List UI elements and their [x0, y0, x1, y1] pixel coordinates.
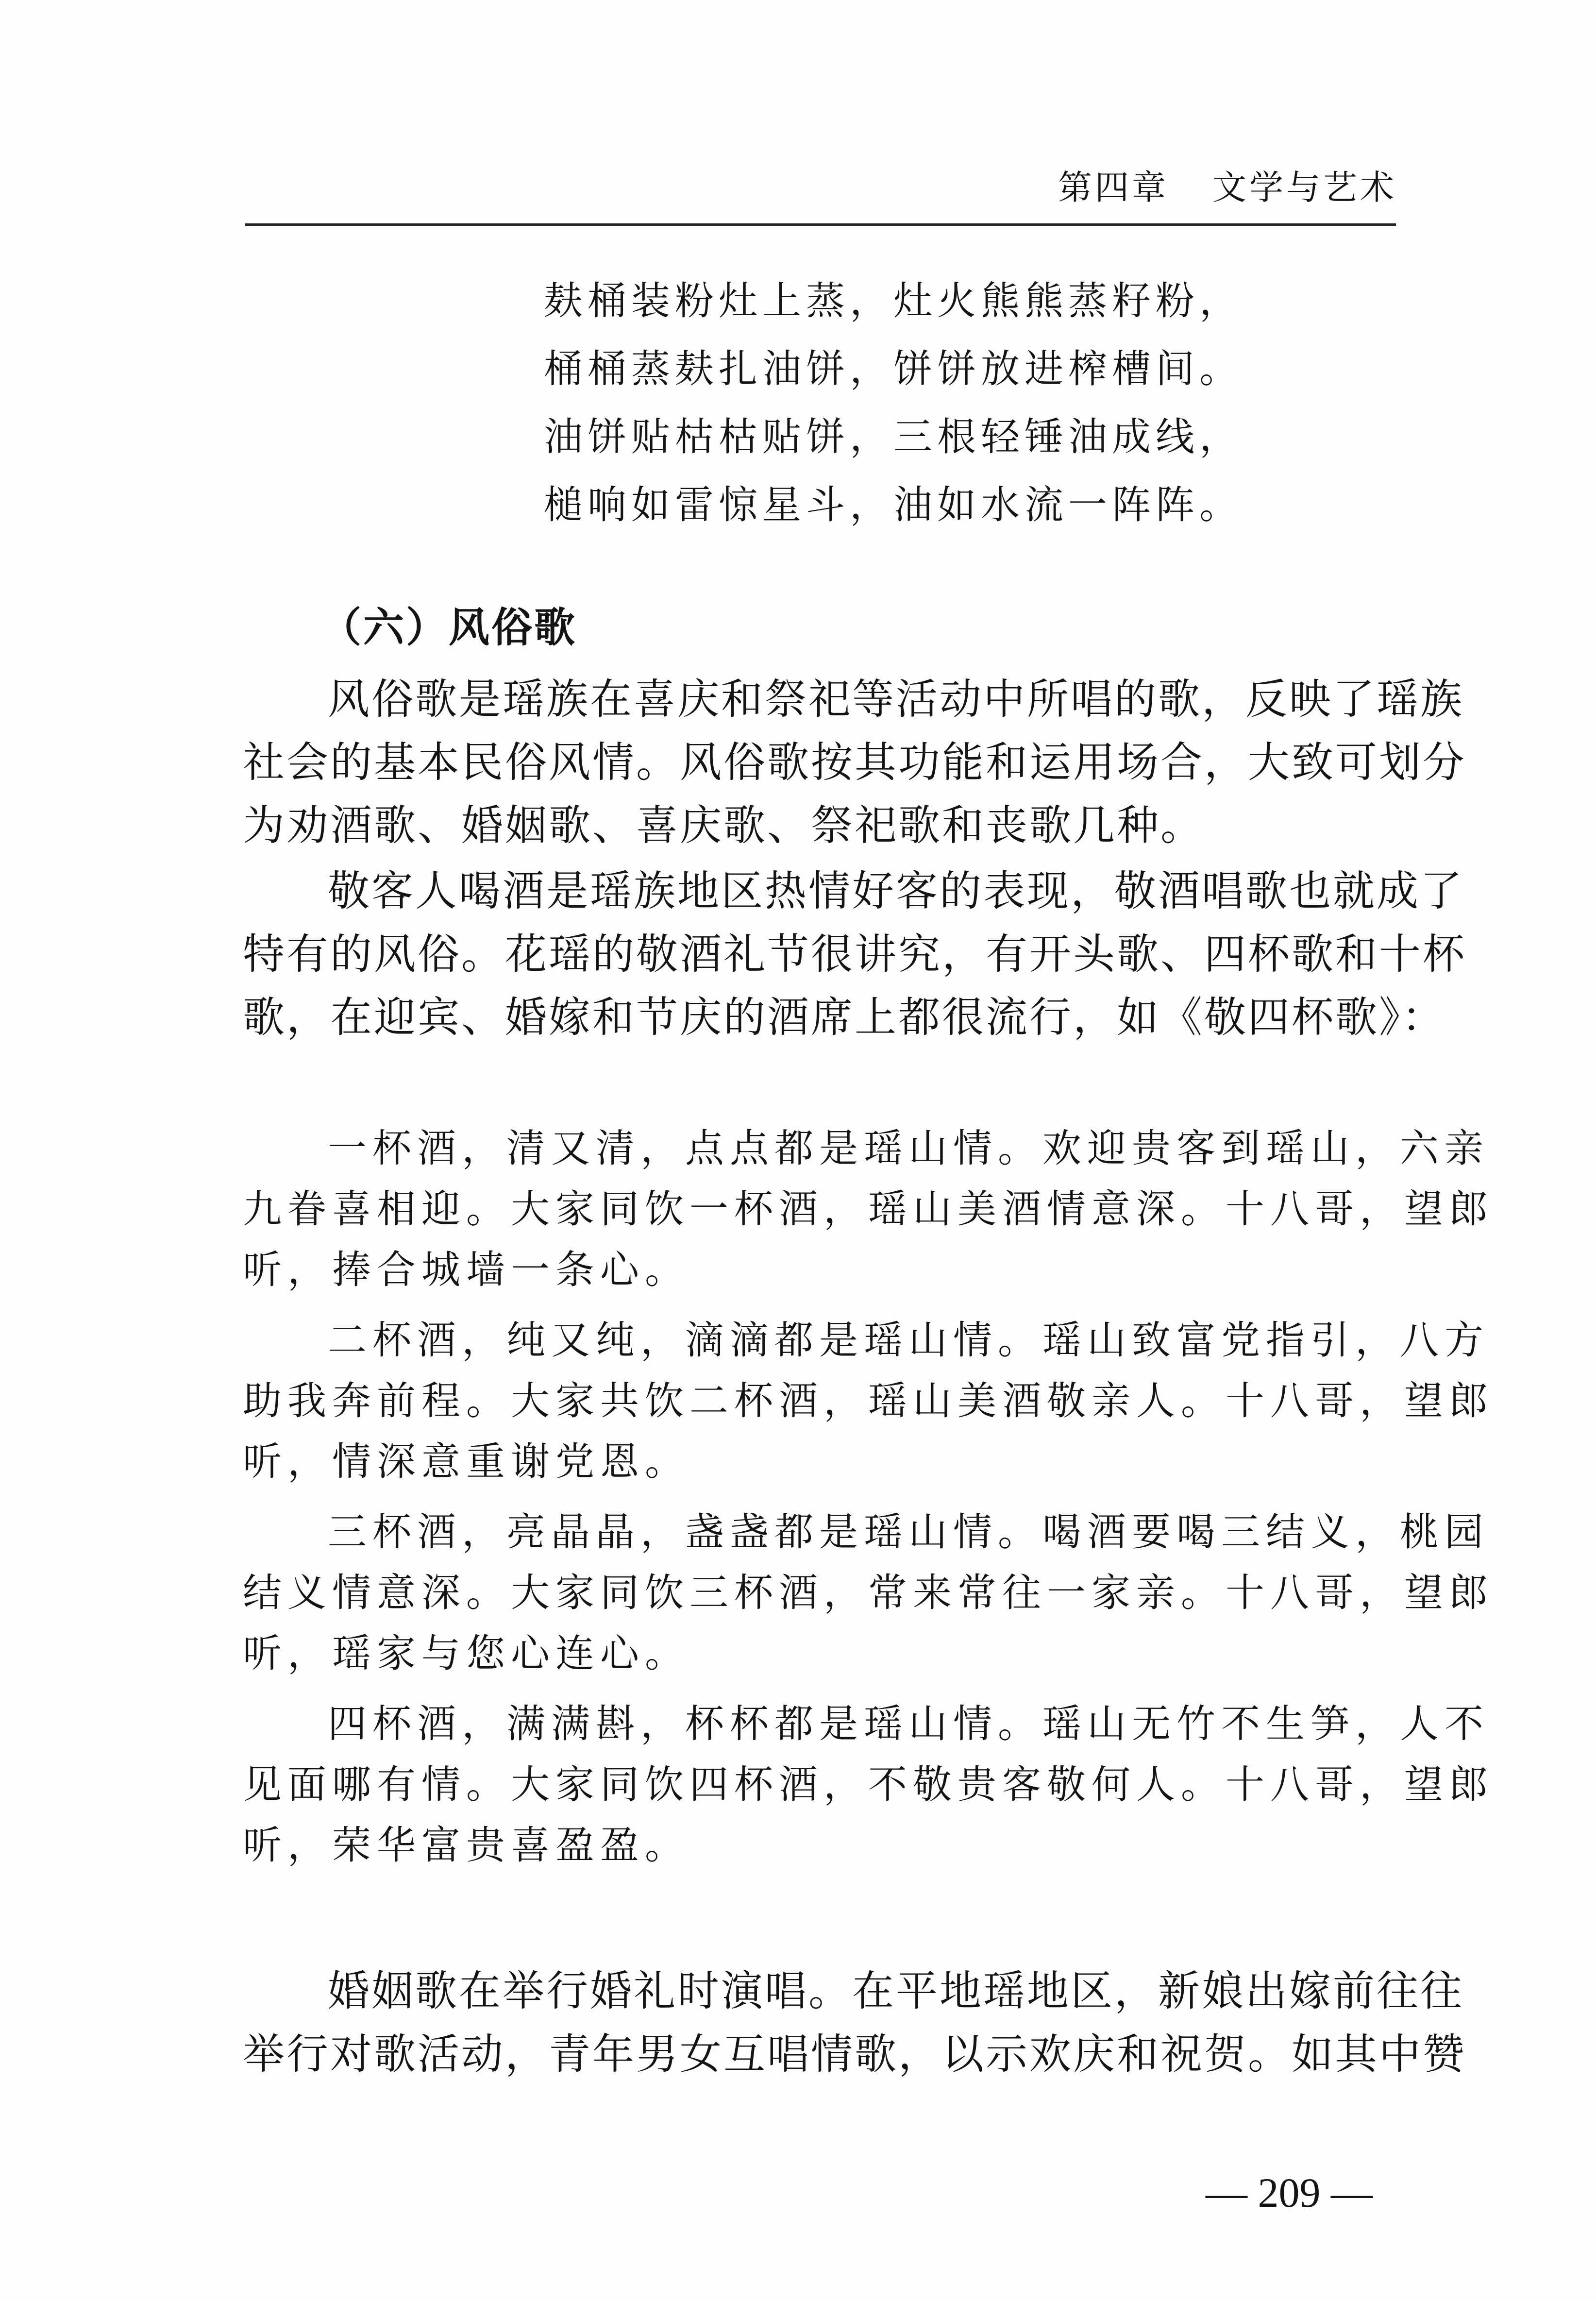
paragraph-line: 为劝酒歌、婚姻歌、喜庆歌、祭祀歌和丧歌几种。 [243, 801, 1204, 850]
poem-line: 桶桶蒸麸扎油饼，饼饼放进榨槽间。 [544, 346, 1243, 391]
song-line: 听，荣华富贵喜盈盈。 [243, 1823, 689, 1868]
song-line: 三杯酒，亮晶晶，盏盏都是瑶山情。喝酒要喝三结义，桃园 [328, 1509, 1489, 1555]
song-line: 见面哪有情。大家同饮四杯酒，不敬贵客敬何人。十八哥，望郎 [243, 1762, 1494, 1807]
song-line: 一杯酒，清又清，点点都是瑶山情。欢迎贵客到瑶山，六亲 [328, 1126, 1489, 1171]
chapter-title: 文学与艺术 [1212, 168, 1397, 207]
page-number: — 209 — [1206, 2169, 1373, 2216]
paragraph-line: 婚姻歌在举行婚礼时演唱。在平地瑶地区，新娘出嫁前往往 [328, 1967, 1464, 2015]
poem-line: 槌响如雷惊星斗，油如水流一阵阵。 [544, 482, 1243, 527]
chapter-label: 第四章 [1058, 168, 1169, 207]
song-line: 九眷喜相迎。大家同饮一杯酒，瑶山美酒情意深。十八哥，望郎 [243, 1186, 1494, 1232]
paragraph-line: 敬客人喝酒是瑶族地区热情好客的表现，敬酒唱歌也就成了 [328, 867, 1464, 915]
paragraph-line: 社会的基本民俗风情。风俗歌按其功能和运用场合，大致可划分 [243, 738, 1466, 787]
song-line: 二杯酒，纯又纯，滴滴都是瑶山情。瑶山致富党指引，八方 [328, 1318, 1489, 1363]
song-line: 助我奔前程。大家共饮二杯酒，瑶山美酒敬亲人。十八哥，望郎 [243, 1378, 1494, 1423]
song-line: 结义情意深。大家同饮三杯酒，常来常往一家亲。十八哥，望郎 [243, 1570, 1494, 1615]
paragraph-line: 举行对歌活动，青年男女互唱情歌，以示欢庆和祝贺。如其中赞 [243, 2030, 1466, 2079]
header-rule [245, 223, 1396, 226]
paragraph-line: 歌，在迎宾、婚嫁和节庆的酒席上都很流行，如《敬四杯歌》： [243, 993, 1445, 1042]
poem-line: 油饼贴枯枯贴饼，三根轻锤油成线， [544, 414, 1243, 459]
paragraph-line: 特有的风俗。花瑶的敬酒礼节很讲究，有开头歌、四杯歌和十杯 [243, 930, 1466, 979]
song-line: 听，捧合城墙一条心。 [243, 1247, 689, 1292]
section-heading: （六）风俗歌 [320, 604, 577, 651]
running-header [1058, 160, 1397, 209]
song-line: 听，情深意重谢党恩。 [243, 1439, 689, 1484]
paragraph-line: 风俗歌是瑶族在喜庆和祭祀等活动中所唱的歌，反映了瑶族 [328, 675, 1464, 724]
poem-line: 麸桶装粉灶上蒸，灶火熊熊蒸籽粉， [544, 278, 1243, 323]
song-line: 四杯酒，满满斟，杯杯都是瑶山情。瑶山无竹不生笋，人不 [328, 1701, 1489, 1746]
song-line: 听，瑶家与您心连心。 [243, 1631, 689, 1676]
